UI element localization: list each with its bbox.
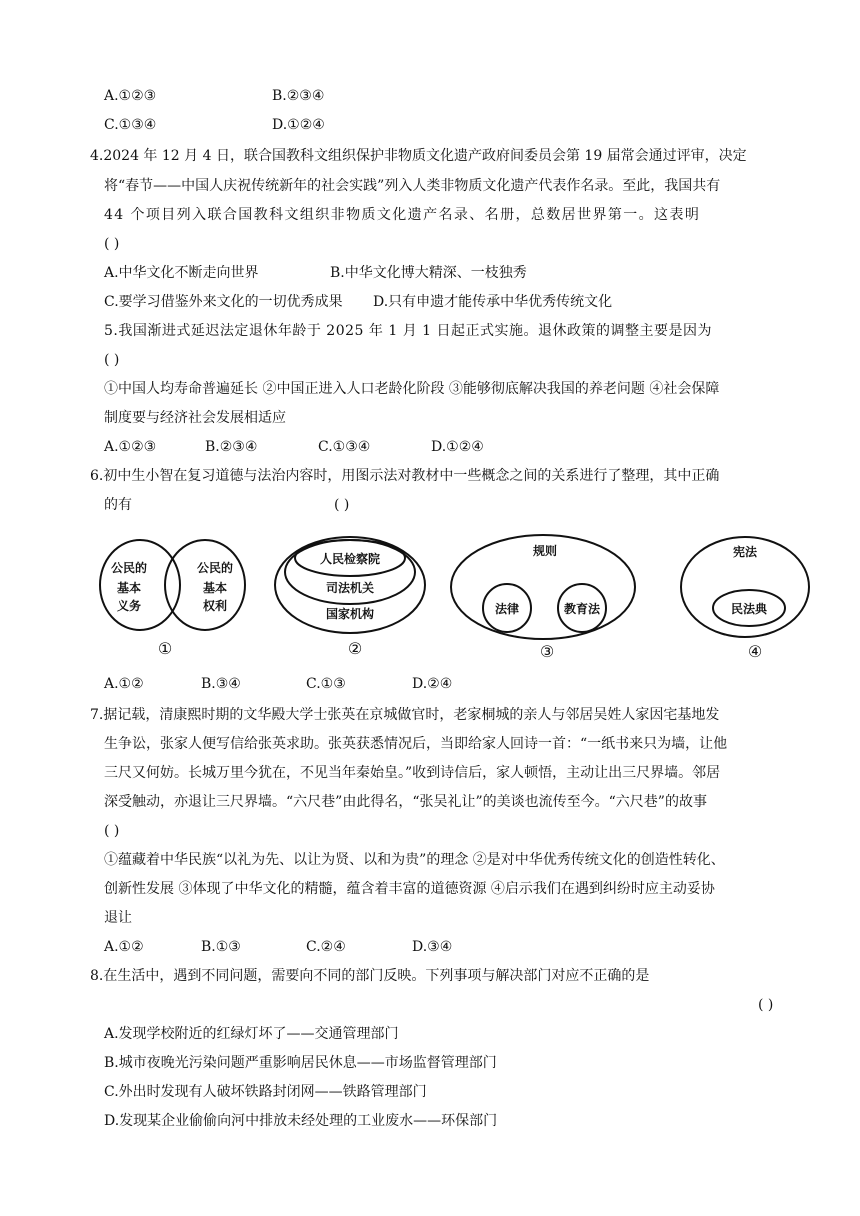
diagram-3-left-label: 法律 bbox=[494, 602, 520, 616]
q7-statements-line3: 退让 bbox=[104, 910, 132, 926]
q6-option-b: B.③④ bbox=[201, 676, 241, 692]
diagram-1-left-text-3: 义务 bbox=[116, 599, 142, 613]
diagram-1-left-text-2: 基本 bbox=[116, 581, 142, 595]
diagram-1-left-text-1: 公民的 bbox=[110, 561, 148, 575]
q7-option-c: C.②④ bbox=[306, 939, 346, 955]
q5-option-b: B.②③④ bbox=[205, 439, 258, 455]
q3-option-c: C.①③④ bbox=[104, 117, 157, 133]
q3-option-d: D.①②④ bbox=[272, 117, 325, 133]
q8-option-a: A.发现学校附近的红绿灯坏了——交通管理部门 bbox=[104, 1026, 399, 1042]
diagram-1-number: ① bbox=[157, 639, 173, 658]
q7-statements-line1: ①蕴藏着中华民族“以礼为先、以让为贤、以和为贵”的理念 ②是对中华优秀传统文化的创造性转化、 bbox=[104, 852, 725, 868]
q6-answer-bracket: ( ) bbox=[334, 497, 350, 513]
q3-option-a: A.①②③ bbox=[104, 88, 157, 104]
q7-answer-bracket: ( ) bbox=[104, 823, 120, 839]
q4-option-b: B.中华文化博大精深、一枝独秀 bbox=[330, 265, 527, 281]
q3-option-b: B.②③④ bbox=[272, 88, 325, 104]
q7-stem-line4: 深受触动，亦退让三尺界墙。“六尺巷”由此得名，“张吴礼让”的美谈也流传至今。“六尺巷”的故事 bbox=[104, 794, 707, 810]
q6-option-a: A.①② bbox=[104, 676, 144, 692]
q5-statements-line2: 制度要与经济社会发展相适应 bbox=[104, 410, 286, 426]
diagram-4-inner-label: 民法典 bbox=[730, 602, 768, 616]
q7-option-a: A.①② bbox=[104, 939, 144, 955]
q6-stem-line1: 6.初中生小智在复习道德与法治内容时，用图示法对教材中一些概念之间的关系进行了整理，其中正确 bbox=[90, 468, 720, 484]
q6-option-d: D.②④ bbox=[412, 676, 453, 692]
q8-option-b: B.城市夜晚光污染问题严重影响居民休息——市场监督管理部门 bbox=[104, 1055, 497, 1071]
q6-diagrams bbox=[95, 530, 815, 665]
diagram-1-right-text-2: 基本 bbox=[202, 581, 228, 595]
diagram-3-outer-label: 规则 bbox=[532, 544, 558, 558]
diagram-4-number: ④ bbox=[747, 642, 763, 661]
q5-answer-bracket: ( ) bbox=[104, 352, 120, 368]
q5-option-c: C.①③④ bbox=[318, 439, 371, 455]
q8-option-d: D.发现某企业偷偷向河中排放未经处理的工业废水——环保部门 bbox=[104, 1113, 498, 1129]
q4-answer-bracket: ( ) bbox=[104, 236, 120, 252]
q4-stem-line2: 将“春节——中国人庆祝传统新年的社会实践”列入人类非物质文化遗产代表作名录。至此，我国共有 bbox=[104, 178, 721, 194]
diagram-1-right-text-1: 公民的 bbox=[196, 561, 234, 575]
q8-option-c: C.外出时发现有人破坏铁路封闭网——铁路管理部门 bbox=[104, 1084, 427, 1100]
diagram-2-middle-label: 司法机关 bbox=[325, 581, 375, 595]
diagram-2-inner-label: 人民检察院 bbox=[319, 552, 381, 566]
q4-option-a: A.中华文化不断走向世界 bbox=[104, 265, 259, 281]
q4-stem-line1: 4.2024 年 12 月 4 日，联合国教科文组织保护非物质文化遗产政府间委员会第 19 届常会通过评审，决定 bbox=[90, 148, 747, 164]
q7-stem-line3: 三尺又何妨。长城万里今犹在，不见当年秦始皇。”收到诗信后，家人顿悟，主动让出三尺界墙。邻居 bbox=[104, 765, 721, 781]
q7-option-b: B.①③ bbox=[201, 939, 241, 955]
q4-stem-line3: 44 个项目列入联合国教科文组织非物质文化遗产名录、名册，总数居世界第一。这表明 bbox=[104, 207, 701, 223]
diagram-4-outer-label: 宪法 bbox=[732, 545, 758, 559]
diagram-3-right-label: 教育法 bbox=[563, 602, 601, 616]
q8-answer-bracket: ( ) bbox=[758, 997, 774, 1013]
q6-diagrams-svg bbox=[95, 530, 815, 665]
q8-stem-line1: 8.在生活中，遇到不同问题，需要向不同的部门反映。下列事项与解决部门对应不正确的是 bbox=[90, 968, 650, 984]
diagram-2-outer-label: 国家机构 bbox=[325, 607, 375, 621]
diagram-3-number: ③ bbox=[539, 642, 555, 661]
diagram-2-number: ② bbox=[347, 639, 363, 658]
q5-statements-line1: ①中国人均寿命普遍延长 ②中国正进入人口老龄化阶段 ③能够彻底解决我国的养老问题 ④社会保障 bbox=[104, 381, 720, 397]
q7-option-d: D.③④ bbox=[412, 939, 453, 955]
q7-stem-line2: 生争讼，张家人便写信给张英求助。张英获悉情况后，当即给家人回诗一首：“一纸书来只为墙，让他 bbox=[104, 736, 728, 752]
q5-option-a: A.①②③ bbox=[104, 439, 157, 455]
q4-option-c: C.要学习借鉴外来文化的一切优秀成果 bbox=[104, 294, 343, 310]
q4-option-d: D.只有申遗才能传承中华优秀传统文化 bbox=[373, 294, 613, 310]
q6-stem-line2: 的有 bbox=[104, 497, 132, 513]
q7-statements-line2: 创新性发展 ③体现了中华文化的精髓，蕴含着丰富的道德资源 ④启示我们在遇到纠纷时应主动妥协 bbox=[104, 881, 715, 897]
q5-option-d: D.①②④ bbox=[431, 439, 484, 455]
q7-stem-line1: 7.据记载，清康熙时期的文华殿大学士张英在京城做官时，老家桐城的亲人与邻居吴姓人家因宅基地发 bbox=[90, 707, 720, 723]
q6-option-c: C.①③ bbox=[306, 676, 346, 692]
diagram-1-right-text-3: 权利 bbox=[202, 599, 228, 613]
q5-stem-line1: 5.我国渐进式延迟法定退休年龄于 2025 年 1 月 1 日起正式实施。退休政策的调整主要是因为 bbox=[104, 323, 712, 339]
